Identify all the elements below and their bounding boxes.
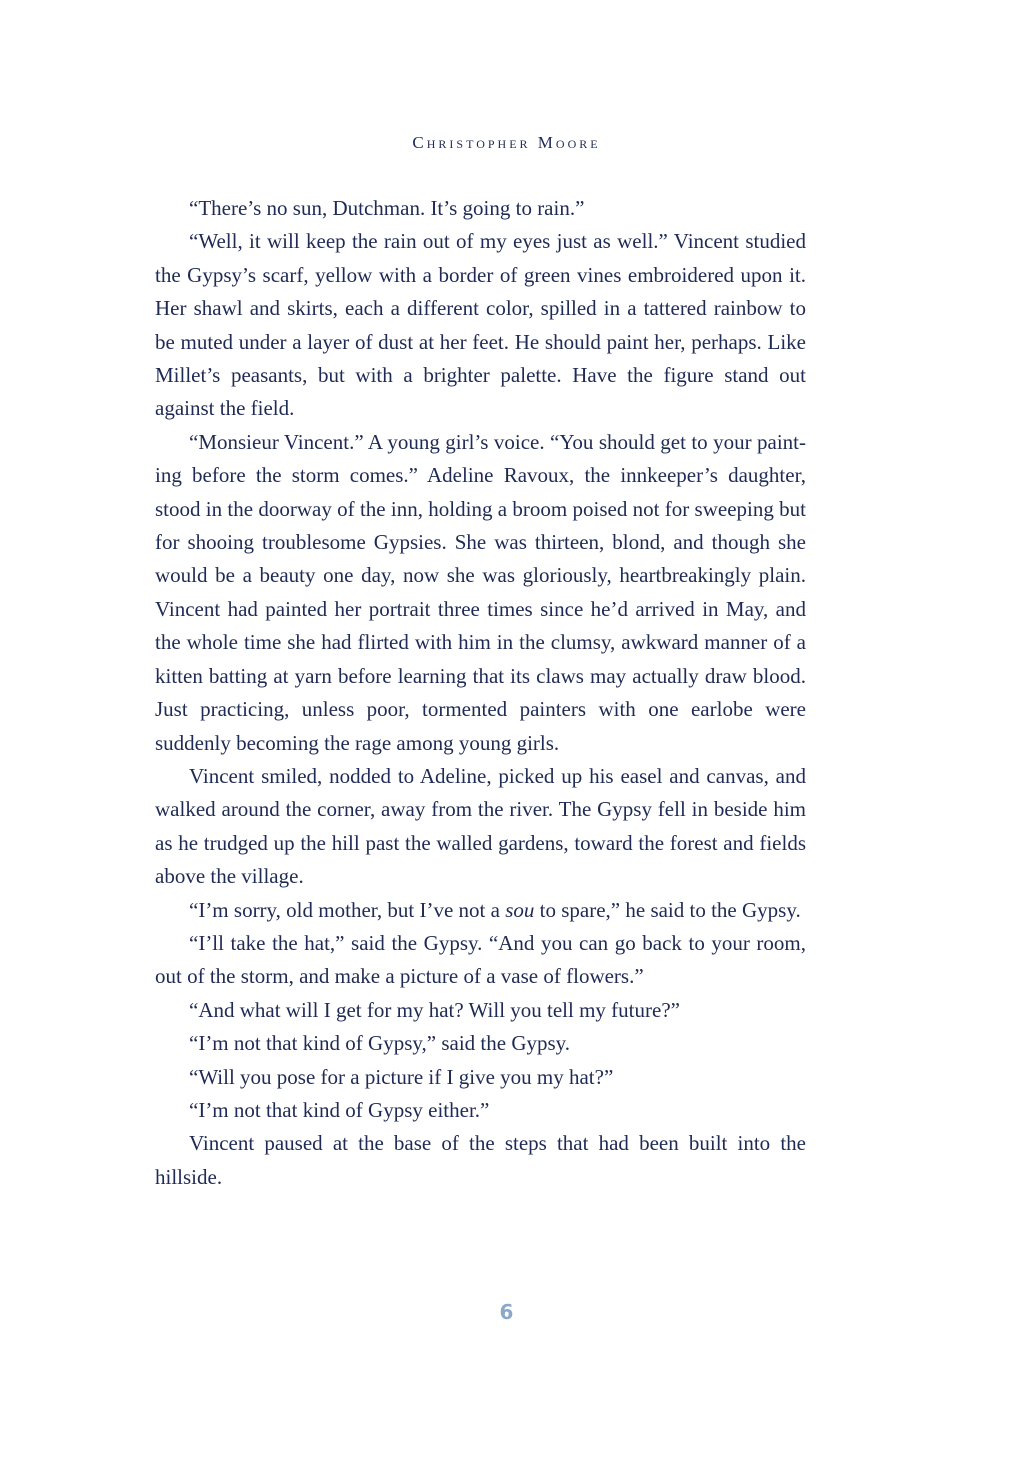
running-head-author: Christopher Moore (412, 133, 601, 152)
paragraph: “And what will I get for my hat? Will you tell my future?” (189, 997, 680, 1022)
italic-word: sou (505, 897, 535, 922)
paragraph: “I’m not that kind of Gypsy either.” (189, 1097, 490, 1122)
body-text (155, 192, 806, 1194)
paragraph-text: to spare,” he said to the Gypsy. (534, 897, 801, 922)
page-number: 6 (499, 1300, 514, 1324)
paragraph: “I’ll take the hat,” said the Gypsy. “And you can go back to your room, out of the storm, and make a picture of a vase of flowers.” (155, 930, 806, 989)
paragraph: Vincent smiled, nodded to Adeline, picked up his easel and canvas, and walked around the corner, away from the river. The Gypsy fell in beside him as he trudged up the hill past the walled gardens, toward the forest and fields above the village. (155, 763, 806, 889)
paragraph: “Monsieur Vincent.” A young girl’s voice. “You should get to your painting before the storm comes.” Adeline Ravoux, the innkeeper’s daughter, stood in the doorway of the inn, holding a broom poised not for sweeping but for shooing troublesome Gypsies. She was thirteen, blond, and though she would be a beauty one day, now she was gloriously, heartbreakingly plain. Vincent had painted her portrait three times since he’d arrived in May, and the whole time she had flirted with him in the clumsy, awkward manner of a kitten batting at yarn before learning that its claws may actually draw blood. Just practicing, unless poor, tormented painters with one earlobe were suddenly becoming the rage among young girls. (155, 429, 806, 755)
paragraph-text: “I’m sorry, old mother, but I’ve not a (189, 897, 506, 922)
paragraph: “There’s no sun, Dutchman. It’s going to rain.” (189, 196, 585, 220)
paragraph: “I’m not that kind of Gypsy,” said the Gypsy. (189, 1031, 571, 1056)
paragraph: “Will you pose for a picture if I give you my hat?” (189, 1064, 614, 1089)
paragraph: Vincent paused at the base of the steps that had been built into the hillside. (155, 1131, 806, 1189)
paragraph (155, 894, 806, 927)
paragraph: “Well, it will keep the rain out of my eyes just as well.” Vincent studied the Gypsy’s scarf, yellow with a border of green vines embroidered upon it. Her shawl and skirts, each a different color, spilled in a tattered rainbow to be muted under a layer of dust at her feet. He should paint her, perhaps. Like Millet’s peasants, but with a brighter palette. Have the figure stand out against the field. (155, 229, 806, 421)
